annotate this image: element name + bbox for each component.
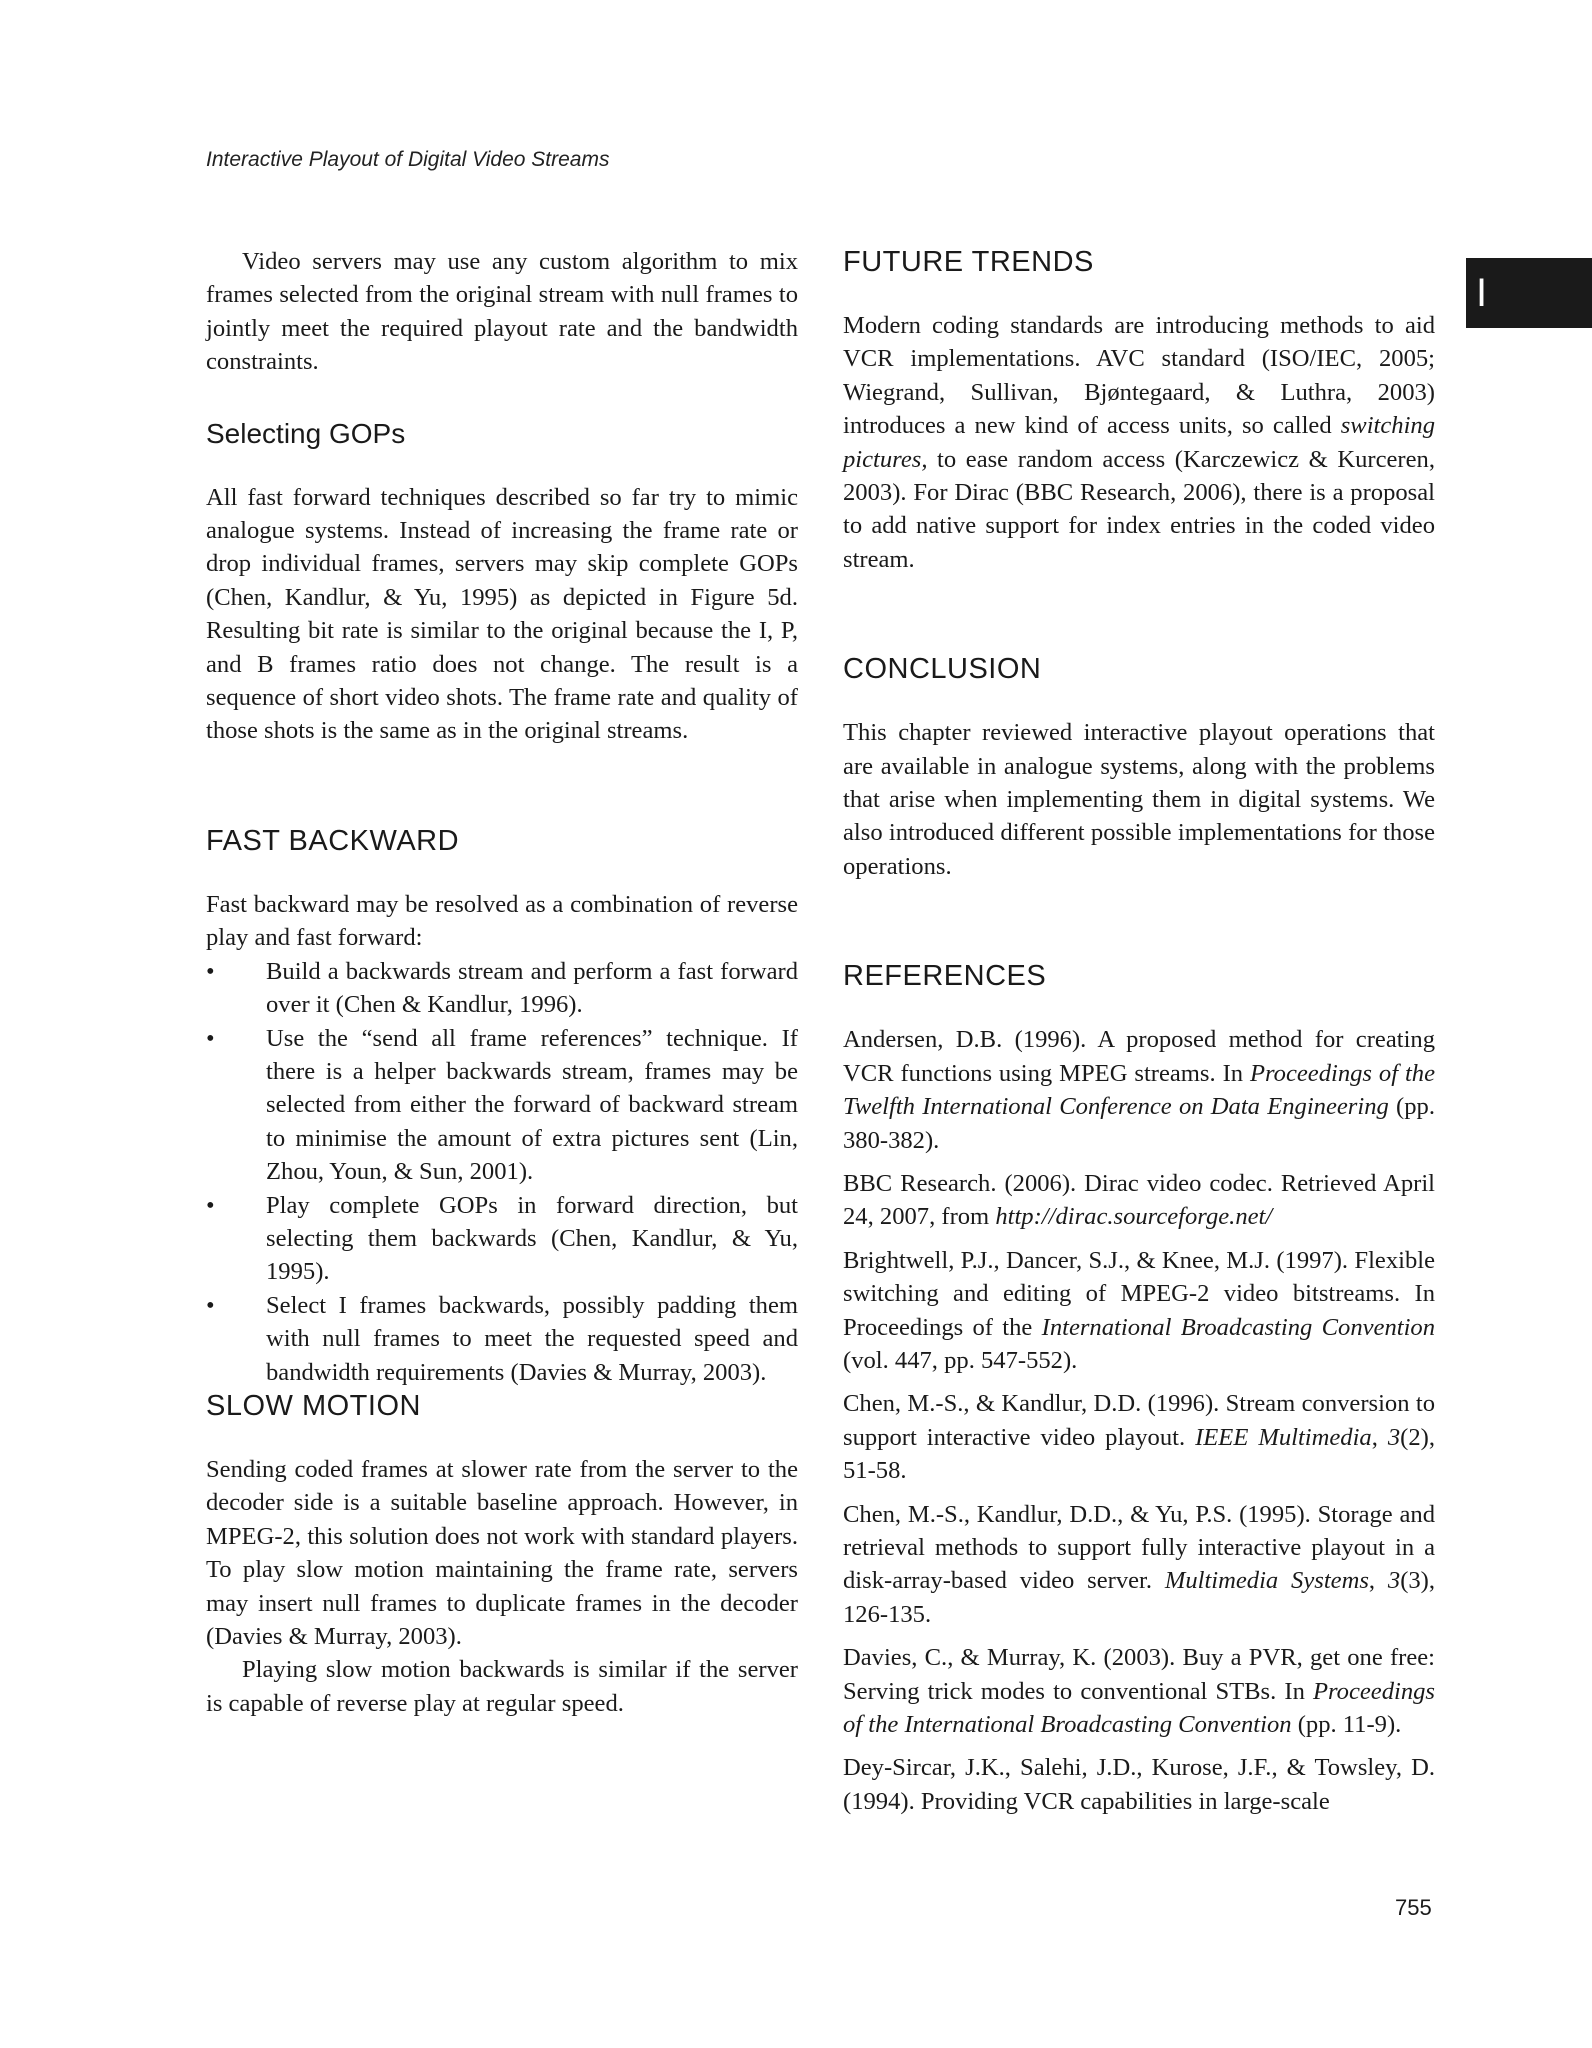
bullet-icon: • [206, 1024, 215, 1052]
future-trends-paragraph [843, 309, 1435, 576]
running-head: Interactive Playout of Digital Video Streams [206, 148, 610, 171]
reference-text: (3), 126-135. [843, 1567, 1436, 1628]
list-item-text: Build a backwards stream and perform a fast forward over it (Chen & Kandlur, 1996). [266, 957, 798, 1019]
fast-backward-heading: FAST BACKWARD [206, 824, 460, 857]
reference-text: BBC Research. (2006). Dirac video codec. Retrieved April 24, 2007, from [843, 1169, 1435, 1231]
reference-italic: 3 [1387, 1423, 1401, 1451]
reference-entry [843, 1244, 1435, 1378]
slow-motion-paragraph-1: Sending coded frames at slower rate from the server to the decoder side is a suitable baseline approach. However, in MPEG-2, this solution does not work with standard players. To play slow motion maintaining the frame rate, servers may insert null frames to duplicate frames in the decoder (Davies & Murray, 2003). [206, 1455, 798, 1650]
reference-entry [843, 1498, 1435, 1632]
reference-text: (pp. 380-382). [843, 1093, 1435, 1154]
reference-text: Brightwell, P.J., Dancer, S.J., & Knee, M.J. (1997). Flexible switching and editing of MPEG-2 video bitstreams. In Proceedings of the [843, 1246, 1435, 1341]
conclusion-heading: CONCLUSION [843, 653, 1042, 686]
reference-text: Chen, M.-S., Kandlur, D.D., & Yu, P.S. (1995). Storage and retrieval methods to support fully interactive playout in a disk-array-based video server. [843, 1500, 1435, 1595]
reference-url[interactable]: http://dirac.sourceforge.net/ [995, 1203, 1273, 1231]
reference-entry [843, 1167, 1435, 1234]
bullet-icon: • [206, 957, 215, 985]
fast-backward-list [206, 955, 798, 1389]
right-column [843, 245, 1435, 1828]
list-item [206, 1289, 798, 1389]
future-trends-text-2: to ease random access (Karczewicz & Kurceren, 2003). For Dirac (BBC Research, 2006), there is a proposal to add native support for index entries in the coded video stream. [843, 445, 1435, 573]
reference-text: Chen, M.-S., & Kandlur, D.D. (1996). Stream conversion to support interactive video playout. [843, 1390, 1435, 1451]
reference-text: (pp. 11-9). [1291, 1711, 1402, 1738]
reference-text: (vol. 447, pp. 547-552). [843, 1346, 1078, 1374]
future-trends-heading: FUTURE TRENDS [843, 246, 1094, 278]
list-item [206, 955, 798, 1022]
bullet-icon: • [206, 1291, 215, 1319]
reference-italic: Proceedings of the Twelfth International Conference on Data Engineering [843, 1059, 1435, 1121]
section-thumb-tab: I [1466, 258, 1592, 328]
bullet-icon: • [206, 1191, 215, 1219]
reference-text: Dey-Sircar, J.K., Salehi, J.D., Kurose, J.F., & Towsley, D. (1994). Providing VCR capabilities in large-scale [843, 1754, 1435, 1815]
list-item-text: Play complete GOPs in forward direction, but selecting them backwards (Chen, Kandlur, & Yu, 1995). [266, 1191, 798, 1286]
future-trends-italic: switching pictures, [843, 412, 1435, 473]
left-column [206, 245, 798, 1720]
selecting-gops-paragraph: All fast forward techniques described so far try to mimic analogue systems. Instead of increasing the frame rate or drop individual frames, servers may skip complete GOPs (Chen, Kandlur, & Yu, 1995) as depicted in Figure 5d. Resulting bit rate is similar to the original because the I, P, and B frames ratio does not change. The result is a sequence of short video shots. The frame rate and quality of those shots is the same as in the original streams. [206, 483, 798, 745]
list-item [206, 1189, 798, 1289]
reference-text: , [1368, 1567, 1388, 1595]
reference-text: Davies, C., & Murray, K. (2003). Buy a PVR, get one free: Serving trick modes to conventional STBs. In [843, 1644, 1435, 1705]
reference-italic: International Broadcasting Convention [1041, 1313, 1435, 1341]
reference-italic: Multimedia Systems [1164, 1567, 1369, 1595]
reference-text: Andersen, D.B. (1996). A proposed method for creating VCR functions using MPEG streams. In [843, 1026, 1435, 1087]
page-number: 755 [1395, 1895, 1432, 1920]
reference-italic: Proceedings of the International Broadcasting Convention [843, 1677, 1435, 1738]
references-heading: REFERENCES [843, 960, 1047, 993]
reference-entry [843, 1387, 1435, 1487]
reference-entry [843, 1641, 1435, 1741]
reference-entry [843, 1751, 1435, 1818]
slow-motion-paragraph-2: Playing slow motion backwards is similar if the server is capable of reverse play at regular speed. [206, 1656, 798, 1717]
reference-text: (2), 51-58. [843, 1423, 1435, 1485]
list-item-text: Select I frames backwards, possibly padding them with null frames to meet the requested speed and bandwidth requirements (Davies & Murray, 2003). [266, 1291, 798, 1386]
future-trends-text-1: Modern coding standards are introducing methods to aid VCR implementations. AVC standard (ISO/IEC, 2005; Wiegrand, Sullivan, Bjøntegaard, & Luthra, 2003) introduces a new kind of access units, so called [843, 312, 1435, 440]
conclusion-paragraph: This chapter reviewed interactive playout operations that are available in analogue systems, along with the problems that arise when implementing them in digital systems. We also introduced different possible implementations for those operations. [843, 719, 1435, 880]
list-item-text: Use the “send all frame references” technique. If there is a helper backwards stream, frames may be selected from either the forward of backward stream to minimise the amount of extra pictures sent (Lin, Zhou, Youn, & Sun, 2001). [266, 1024, 798, 1186]
fast-backward-intro: Fast backward may be resolved as a combination of reverse play and fast forward: [206, 890, 798, 952]
reference-text: , [1371, 1423, 1388, 1451]
references-list [843, 1023, 1435, 1818]
reference-italic: IEEE Multimedia [1195, 1423, 1372, 1451]
slow-motion-heading: SLOW MOTION [206, 1389, 421, 1422]
selecting-gops-heading: Selecting GOPs [206, 417, 406, 449]
intro-paragraph: Video servers may use any custom algorithm to mix frames selected from the original stream with null frames to jointly meet the required playout rate and the bandwidth constraints. [206, 248, 798, 376]
list-item [206, 1022, 798, 1189]
reference-italic: 3 [1387, 1567, 1401, 1595]
reference-entry [843, 1023, 1435, 1157]
